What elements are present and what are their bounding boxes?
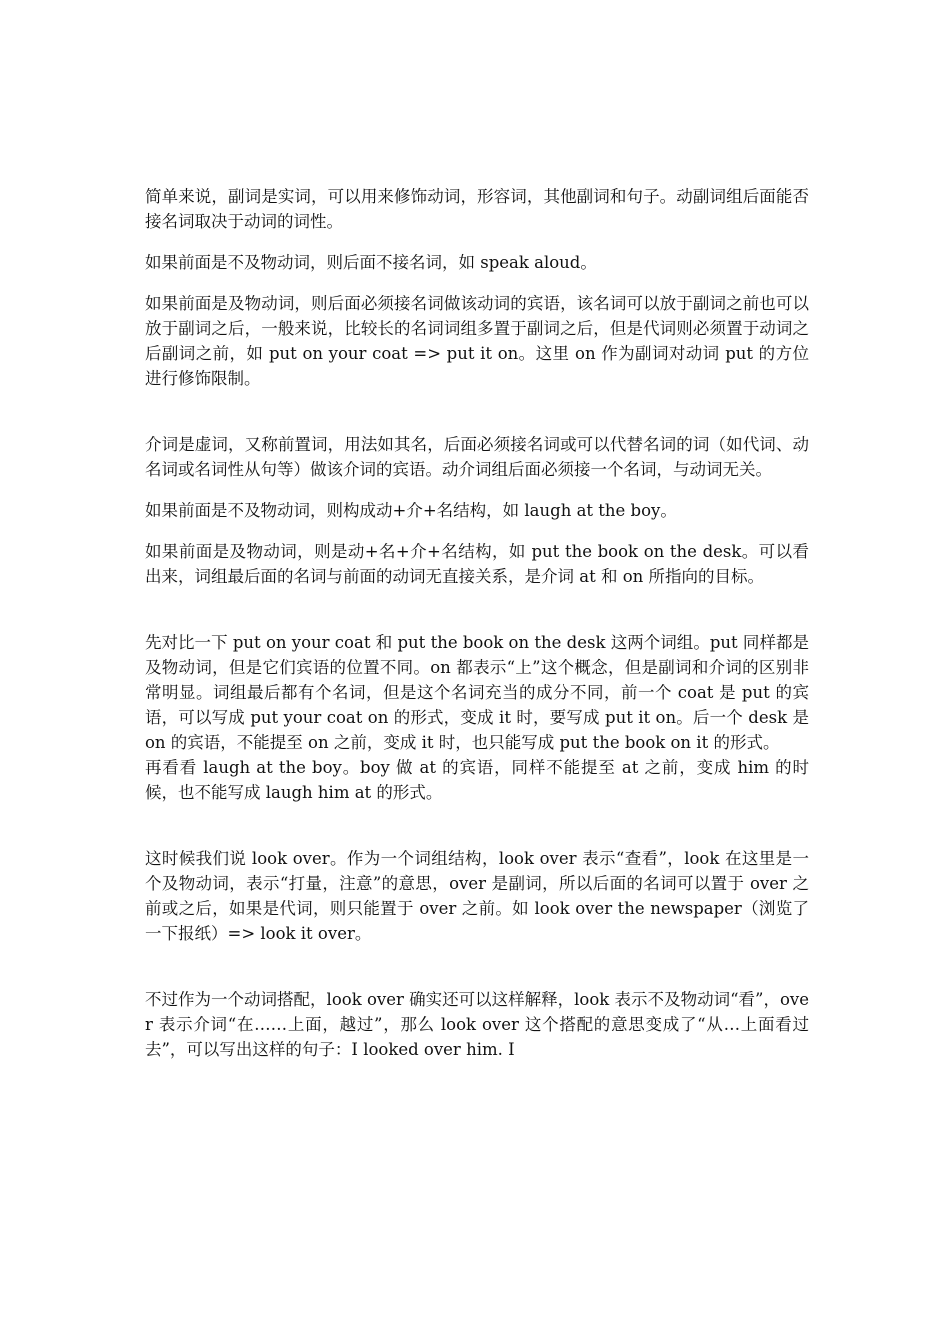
paragraph-look-over: 这时候我们说 look over。作为一个词组结构，look over 表示“查看”，look 在这里是一个及物动词，表示“打量，注意”的意思，over 是副词，所以后面的名词可以置于 over 之前或之后，如果是代词，则只能置于 over 之前。如 look over the newspaper（浏览了一下报纸）=> look it over。 (145, 849, 809, 943)
paragraph-comparison: 先对比一下 put on your coat 和 put the book on the desk 这两个词组。put 同样都是及物动词，但是它们宾语的位置不同。on 都表示“上”这个概念，但是副词和介词的区别非常明显。词组最后都有个名词，但是这个名词充当的成分不同，前一个 coat 是 put 的宾语，可以写成 put your coat on 的形式，变成 it 时，要写成 put it on。后一个 desk 是 on 的宾语，不能提至 on 之前，变成 it 时，也只能写成 put the book on it 的形式。 (145, 633, 809, 752)
paragraph-laugh-at: 再看看 laugh at the boy。boy 做 at 的宾语，同样不能提至 at 之前，变成 him 的时候，也不能写成 laugh him at 的形式。 (145, 758, 809, 802)
paragraph-transitive-preposition: 如果前面是及物动词，则是动+名+介+名结构，如 put the book on the desk。可以看出来，词组最后面的名词与前面的动词无直接关系，是介词 at 和 on 所指向的目标。 (145, 542, 809, 586)
paragraph-adverb-definition: 简单来说，副词是实词，可以用来修饰动词，形容词，其他副词和句子。动副词组后面能否接名词取决于动词的词性。 (145, 187, 809, 231)
document-body (145, 184, 809, 1062)
paragraph-preposition-definition: 介词是虚词，又称前置词，用法如其名，后面必须接名词或可以代替名词的词（如代词、动名词或名词性从句等）做该介词的宾语。动介词组后面必须接一个名词，与动词无关。 (145, 435, 809, 479)
paragraph-intransitive-preposition: 如果前面是不及物动词，则构成动+介+名结构，如 laugh at the boy。 (145, 501, 677, 520)
paragraph-look-over-collocation: 不过作为一个动词搭配，look over 确实还可以这样解释，look 表示不及物动词“看”，over 表示介词“在……上面，越过”，那么 look over 这个搭配的意思变成了“从…上面看过去”，可以写出这样的句子：I looked over him. I (145, 990, 809, 1059)
paragraph-intransitive-adverb: 如果前面是不及物动词，则后面不接名词，如 speak aloud。 (145, 253, 597, 272)
paragraph-transitive-adverb: 如果前面是及物动词，则后面必须接名词做该动词的宾语，该名词可以放于副词之前也可以放于副词之后，一般来说，比较长的名词词组多置于副词之后，但是代词则必须置于动词之后副词之前，如 put on your coat => put it on。这里 on 作为副词对动词 put 的方位进行修饰限制。 (145, 294, 809, 388)
